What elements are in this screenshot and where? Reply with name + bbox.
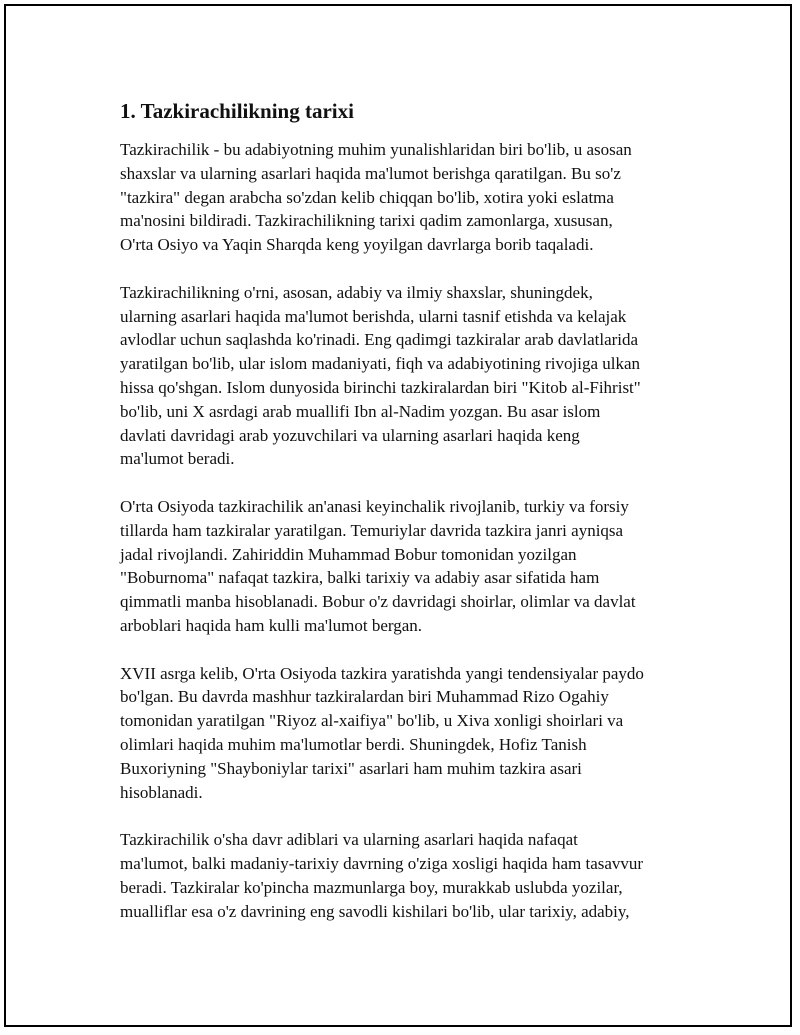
paragraph-4: XVII asrga kelib, O'rta Osiyoda tazkira yaratishda yangi tendensiyalar paydo bo'lgan. Bu davrda mashhur tazkiralardan biri Muhammad Rizo Ogahiy tomonidan yaratilgan "Riyoz al-xaifiya" bo'lib, u Xiva xonligi shoirlari va olimlari haqida muhim ma'lumotlar berdi. Shuningdek, Hofiz Tanish Buxoriyning "Shayboniylar tarixi" asarlari ham muhim tazkira asari hisoblanadi. xyxy=(120,663,644,802)
page-frame xyxy=(4,4,792,1027)
paragraph-1: Tazkirachilik - bu adabiyotning muhim yunalishlaridan biri bo'lib, u asosan shaxslar va ularning asarlari haqida ma'lumot berishga qaratilgan. Bu so'z "tazkira" degan arabcha so'zdan kelib chiqqan bo'lib, xotira yoki eslatma ma'nosini bildiradi. Tazkirachilikning tarixi qadim zamonlarga, xususan, O'rta Osiyo va Yaqin Sharqda keng yoyilgan davrlarga borib taqaladi. xyxy=(120,140,632,255)
section-heading: 1. Tazkirachilikning tarixi xyxy=(120,99,354,123)
document-body xyxy=(120,96,694,947)
paragraph-5: Tazkirachilik o'sha davr adiblari va ularning asarlari haqida nafaqat ma'lumot, balki madaniy-tarixiy davrning o'ziga xosligi haqida ham tasavvur beradi. Tazkiralar ko'pincha mazmunlarga boy, murakkab uslubda yozilar, mualliflar esa o'z davrining eng savodli kishilari bo'lib, ular tarixiy, adabiy, xyxy=(120,830,644,921)
paragraph-3: O'rta Osiyoda tazkirachilik an'anasi keyinchalik rivojlanib, turkiy va forsiy tillarda ham tazkiralar yaratilgan. Temuriylar davrida tazkira janri ayniqsa jadal rivojlandi. Zahiriddin Muhammad Bobur tomonidan yozilgan "Boburnoma" nafaqat tazkira, balki tarixiy va adabiy asar sifatida ham qimmatli manba hisoblanadi. Bobur o'z davridagi shoirlar, olimlar va davlat arboblari haqida ham kulli ma'lumot bergan. xyxy=(120,496,636,635)
paragraph-2: Tazkirachilikning o'rni, asosan, adabiy va ilmiy shaxslar, shuningdek, ularning asarlari haqida ma'lumot berishda, ularni tasnif etishda va kelajak avlodlar uchun saqlashda ko'rinadi. Eng qadimgi tazkiralar arab davlatlarida yaratilgan bo'lib, ular islom madaniyati, fiqh va adabiyotining rivojiga ulkan hissa qo'shgan. Islom dunyosida birinchi tazkiralardan biri "Kitob al-Fihrist" bo'lib, uni X asrdagi arab muallifi Ibn al-Nadim yozgan. Bu asar islom davlati davridagi arab yozuvchilari va ularning asarlari haqida keng ma'lumot beradi. xyxy=(120,282,641,469)
